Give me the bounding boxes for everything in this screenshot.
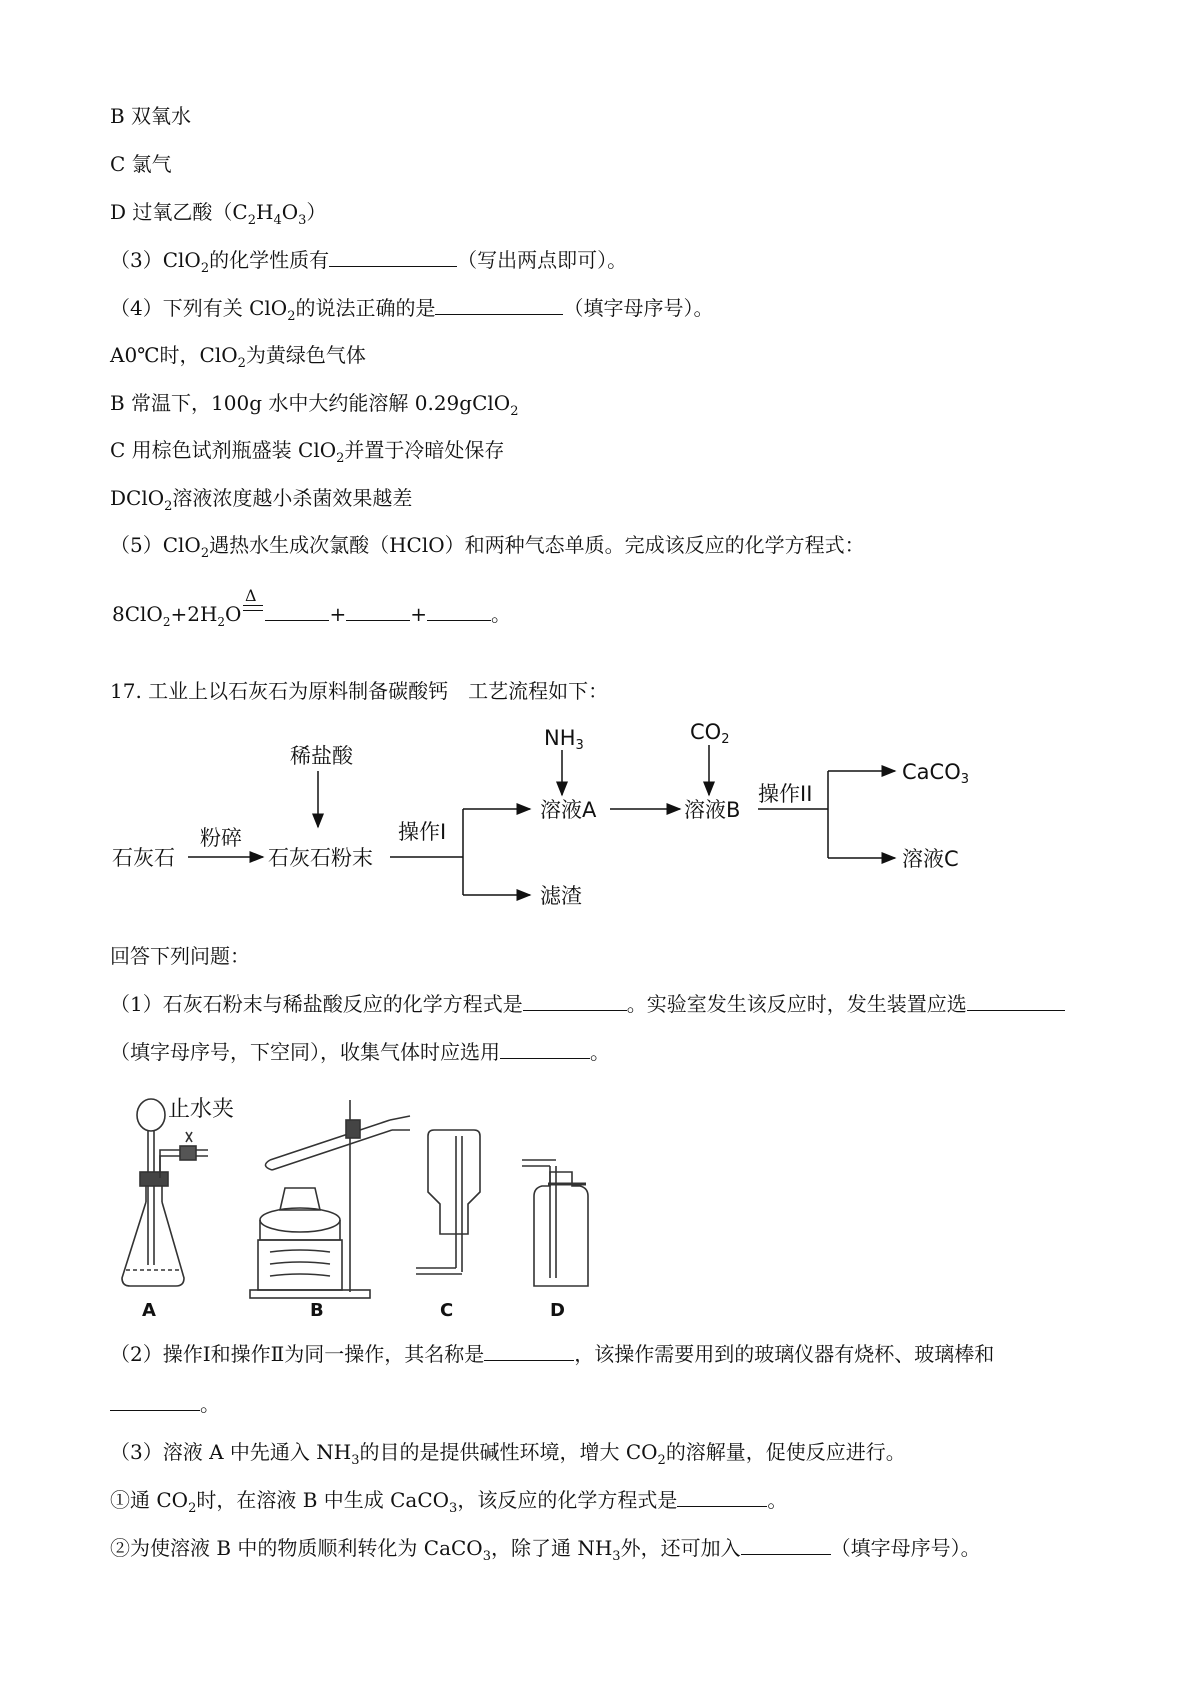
flow-dilute-hcl: 稀盐酸 [290,744,353,768]
answer-blank[interactable] [484,1340,574,1361]
label-b: B [310,1300,324,1320]
flow-operation-2: 操作II [758,782,813,806]
stopcock-clamp-label: 止水夹 [168,1097,235,1122]
answer-blank[interactable] [741,1534,831,1555]
flow-solution-b: 溶液B [684,798,741,822]
flow-limestone-powder: 石灰石粉末 [268,846,373,870]
apparatus-a-flask [122,1099,208,1286]
label-a: A [142,1300,156,1320]
answer-blank[interactable] [110,1390,200,1411]
question-5: （5）ClO$_2$遇热水生成次氯酸（HClO）和两种气态单质。完成该反应的化学方程式： [110,533,865,561]
part-3-item-1: ①通 $CO_2$时，在溶液 B 中生成 CaCO$_3$，该反应的化学方程式是 。 [110,1488,788,1516]
product-blank-3[interactable] [427,600,491,621]
part-3-item-2: ②为使溶液 B 中的物质顺利转化为 CaCO$_3$，除了通 $NH_3$外，还可加入 （填字母序号）。 [110,1536,981,1564]
answer-blank[interactable] [677,1486,767,1507]
option-d-concentration: DClO$_2$溶液浓度越小杀菌效果越差 [110,486,413,514]
heat-symbol: Δ [245,586,257,605]
answer-blank[interactable] [435,294,563,315]
answer-blank[interactable] [967,990,1065,1011]
process-flowchart [100,715,1000,915]
apparatus-diagram [110,1080,670,1320]
reaction-equation: $8ClO_2+2H_2O$ + + 。 [112,602,511,629]
apparatus-c-downward-air [416,1130,480,1274]
product-blank-2[interactable] [346,600,410,621]
flow-solution-c: 溶液C [902,847,959,871]
flow-caco3: CaCO3 [902,760,970,787]
part-2-line-1: （2）操作Ⅰ和操作Ⅱ为同一操作，其名称是 ，该操作需要用到的玻璃仪器有烧杯、玻璃棒和 [110,1342,995,1366]
option-c-storage: C 用棕色试剂瓶盛装 ClO$_2$并置于冷暗处保存 [110,438,505,466]
flow-solution-a: 溶液A [540,798,597,822]
flow-limestone: 石灰石 [112,846,175,870]
option-c-chlorine: C 氯气 [110,152,172,176]
part-1-line-2: （填字母序号，下空同），收集气体时应选用 。 [110,1040,610,1064]
answer-blank[interactable] [500,1038,590,1059]
flow-nh3: NH3 [544,726,584,753]
part-3-intro: （3）溶液 A 中先通入 $NH_3$的目的是提供碱性环境，增大 $CO_2$的溶解量，促使反应进行。 [110,1440,906,1468]
question-17-title: 17. 工业上以石灰石为原料制备碳酸钙 工艺流程如下： [110,679,609,703]
flow-filter-residue: 滤渣 [540,884,582,908]
product-blank-1[interactable] [265,600,329,621]
part-2-line-2: 。 [110,1390,220,1418]
answer-blank[interactable] [523,990,627,1011]
apparatus-d-upward-air [522,1160,588,1286]
option-b-solubility: B 常温下，100g 水中大约能溶解 0.29gClO$_2$ [110,391,519,419]
flow-operation-1: 操作I [398,820,447,844]
apparatus-b-heating [250,1100,410,1298]
answer-prompt: 回答下列问题： [110,944,250,968]
option-b-hydrogen-peroxide: B 双氧水 [110,104,192,128]
option-a-0c: A0℃时，ClO$_2$为黄绿色气体 [110,343,366,371]
question-4: （4）下列有关 ClO$_2$的说法正确的是 （填字母序号）。 [110,296,714,324]
option-d-peracetic-acid: D 过氧乙酸$(C_2H_4O_3)$ [110,200,327,228]
label-d: D [550,1300,565,1320]
flow-co2: CO2 [690,720,730,747]
answer-blank[interactable] [329,246,457,267]
label-c: C [440,1300,454,1320]
flow-crush-label: 粉碎 [200,826,242,850]
part-1-line-1: （1）石灰石粉末与稀盐酸反应的化学方程式是 。实验室发生该反应时，发生装置应选 [110,990,1065,1018]
question-3: （3）ClO$_2$的化学性质有 （写出两点即可）。 [110,248,628,276]
